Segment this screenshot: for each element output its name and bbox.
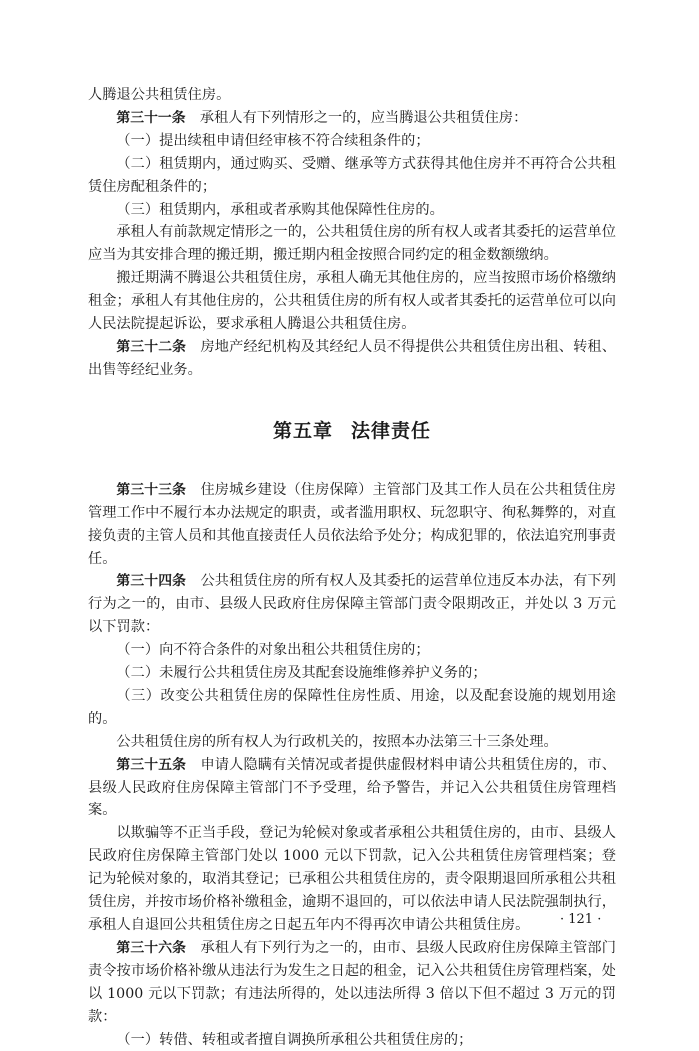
chapter-title: 法律责任 xyxy=(351,419,432,442)
paragraph-text: 住房城乡建设（住房保障）主管部门及其工作人员在公共租赁住房管理工作中不履行本办法规定的职责，或者滥用职权、玩忽职守、徇私舞弊的，对直接负责的主管人员和其他直接责任人员依法给予处分；构成犯罪的，依法追究刑事责任。 xyxy=(88,481,617,567)
paragraph-text: 搬迁期满不腾退公共租赁住房，承租人确无其他住房的，应当按照市场价格缴纳租金；承租人有其他住房的，公共租赁住房的所有权人或者其委托的运营单位可以向人民法院提起诉讼，要求承租人腾退公共租赁住房。 xyxy=(88,270,616,333)
section-after-chapter xyxy=(88,479,616,1051)
paragraph xyxy=(88,822,616,937)
paragraph-text: （三）租赁期内，承租或者承购其他保障性住房的。 xyxy=(116,201,444,218)
paragraph-text: 公共租赁住房的所有权人为行政机关的，按照本办法第三十三条处理。 xyxy=(116,733,558,750)
paragraph-text: （一）转借、转租或者擅自调换所承租公共租赁住房的； xyxy=(116,1031,473,1048)
paragraph-text: 公共租赁住房的所有权人及其委托的运营单位违反本办法，有下列行为之一的，由市、县级人民政府住房保障主管部门责令限期改正，并处以 3 万元以下罚款： xyxy=(88,573,617,636)
paragraph-text: （二）未履行公共租赁住房及其配套设施维修养护义务的； xyxy=(116,665,487,682)
paragraph xyxy=(88,754,616,823)
chapter-heading xyxy=(88,416,616,443)
paragraph xyxy=(88,937,616,1029)
paragraph xyxy=(88,84,616,107)
paragraph xyxy=(88,336,616,382)
paragraph xyxy=(88,685,616,731)
paragraph xyxy=(88,731,616,754)
article-number: 第三十二条 xyxy=(116,338,187,355)
paragraph-text: 申请人隐瞒有关情况或者提供虚假材料申请公共租赁住房的，市、县级人民政府住房保障主管部门不予受理，给予警告，并记入公共租赁住房管理档案。 xyxy=(88,756,617,819)
chapter-number: 第五章 xyxy=(272,419,333,442)
paragraph-text: 承租人有前款规定情形之一的，公共租赁住房的所有权人或者其委托的运营单位应当为其安排合理的搬迁期，搬迁期内租金按照合同约定的租金数额缴纳。 xyxy=(88,224,616,264)
paragraph xyxy=(88,130,616,153)
paragraph xyxy=(88,662,616,685)
paragraph-text: （三）改变公共租赁住房的保障性住房性质、用途，以及配套设施的规划用途的。 xyxy=(88,687,616,727)
paragraph-text: （一）向不符合条件的对象出租公共租赁住房的； xyxy=(116,642,430,659)
article-number: 第三十六条 xyxy=(116,939,187,956)
paragraph xyxy=(88,479,616,571)
paragraph-text: 人腾退公共租赁住房。 xyxy=(88,87,231,103)
article-number: 第三十四条 xyxy=(116,573,187,590)
article-number: 第三十三条 xyxy=(116,481,187,498)
paragraph xyxy=(88,221,616,267)
paragraph-text: 房地产经纪机构及其经纪人员不得提供公共租赁住房出租、转租、出售等经纪业务。 xyxy=(88,338,617,378)
paragraph xyxy=(88,570,616,639)
paragraph-text: 承租人有下列行为之一的，由市、县级人民政府住房保障主管部门责令按市场价格补缴从违法行为发生之日起的租金，记入公共租赁住房管理档案，处以 1000 元以下罚款；有违法所得的，处以违法所得 3 倍以下但不超过 3 万元的罚款： xyxy=(88,939,617,1025)
page-number: · 121 · xyxy=(560,912,602,927)
paragraph xyxy=(88,639,616,662)
paragraph xyxy=(88,107,616,130)
document-page xyxy=(88,84,616,1051)
article-number: 第三十五条 xyxy=(116,756,187,773)
paragraph-text: （二）租赁期内，通过购买、受赠、继承等方式获得其他住房并不再符合公共租赁住房配租条件的； xyxy=(88,155,616,195)
section-before-chapter xyxy=(88,84,616,382)
paragraph xyxy=(88,153,616,199)
paragraph-text: 以欺骗等不正当手段，登记为轮候对象或者承租公共租赁住房的，由市、县级人民政府住房保障主管部门处以 1000 元以下罚款，记入公共租赁住房管理档案；登记为轮候对象的，取消其登记；已承租公共租赁住房的，责令限期退回所承租公共租赁住房，并按市场价格补缴租金，逾期不退回的，可以依法申请人民法院强制执行，承租人自退回公共租赁住房之日起五年内不得再次申请公共租赁住房。 xyxy=(88,825,616,933)
paragraph-text: （一）提出续租申请但经审核不符合续租条件的； xyxy=(116,132,430,149)
article-number: 第三十一条 xyxy=(116,109,186,126)
paragraph xyxy=(88,1029,616,1051)
paragraph xyxy=(88,267,616,336)
paragraph-text: 承租人有下列情形之一的，应当腾退公共租赁住房： xyxy=(199,109,528,126)
paragraph xyxy=(88,199,616,222)
